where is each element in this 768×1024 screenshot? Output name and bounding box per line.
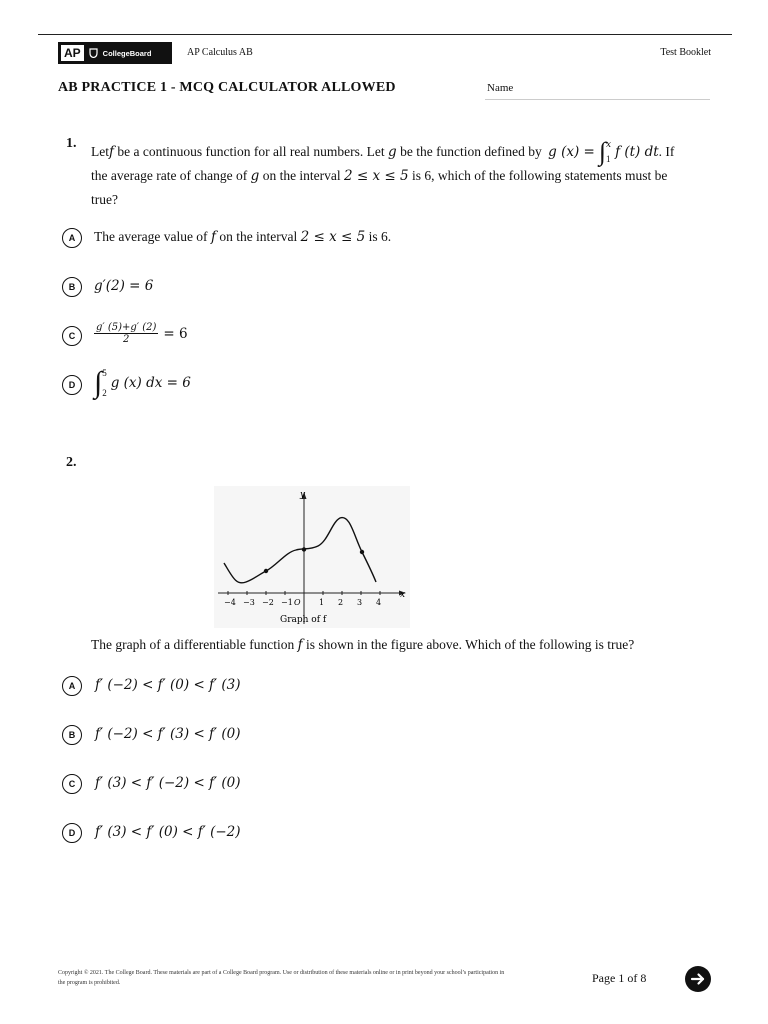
choice-b-bubble[interactable]: B bbox=[62, 277, 82, 297]
page-indicator: Page 1 of 8 bbox=[592, 971, 647, 985]
name-label: Name bbox=[487, 82, 514, 94]
question-1-stem: Let f be a continuous function for all real numbers. Let g be the function defined by g (x) = ∫ x 1 f (t) dt . If the average rate of change of g on the interval 2 ≤ x ≤ 5 is 6, which of the following statements must be true? bbox=[91, 137, 675, 207]
x-tick-label: 1 bbox=[319, 598, 325, 607]
x-tick-label: −4 bbox=[224, 598, 236, 607]
q2-choice-a-text: f′ (−2) < f′ (0) < f′ (3) bbox=[95, 677, 241, 693]
question-1-number: 1. bbox=[66, 136, 77, 151]
choice-a-text: The average value of f on the interval 2 ≤ x ≤ 5 is 6. bbox=[94, 229, 392, 245]
choice-c-text: $\frac{g' (5)+g' (2)}{2}$ = 6 bbox=[96, 322, 188, 345]
q2-choice-d-text: f′ (3) < f′ (0) < f′ (−2) bbox=[95, 824, 241, 840]
x-tick-label: 2 bbox=[338, 598, 344, 607]
arrow-right-icon bbox=[690, 971, 706, 987]
name-field[interactable] bbox=[485, 99, 710, 100]
graph-caption: Graph of f bbox=[280, 615, 327, 625]
x-axis-label: x bbox=[400, 590, 406, 600]
course-name: AP Calculus AB bbox=[187, 47, 253, 58]
q2-choice-b-bubble[interactable]: B bbox=[62, 725, 82, 745]
x-tick-label: 3 bbox=[357, 598, 363, 607]
q2-choice-a-bubble[interactable]: A bbox=[62, 676, 82, 696]
g-definition-lhs: g (x) = bbox=[548, 144, 595, 160]
x-tick-label: O bbox=[294, 598, 301, 607]
choice-a-bubble[interactable]: A bbox=[62, 228, 82, 248]
q2-choice-d-bubble[interactable]: D bbox=[62, 823, 82, 843]
choice-b-text: g′(2) = 6 bbox=[94, 278, 154, 294]
booklet-label: Test Booklet bbox=[660, 47, 711, 58]
choice-d-bubble[interactable]: D bbox=[62, 375, 82, 395]
header-rule bbox=[38, 34, 732, 35]
point-x-minus-2 bbox=[264, 569, 268, 573]
question-2-number: 2. bbox=[66, 455, 77, 470]
x-tick-label: −2 bbox=[262, 598, 274, 607]
copyright-notice: Copyright © 2021. The College Board. These materials are part of a College Board program. Use or distribution of these materials online or in print beyond your school’s participation in the program is prohibited. bbox=[58, 970, 505, 986]
y-axis-label: y bbox=[300, 490, 306, 500]
collegeboard-logo-text: CollegeBoard bbox=[102, 48, 152, 58]
choice-d-text: ∫ 5 2 g (x) dx = 6 bbox=[94, 366, 191, 399]
integral-symbol: ∫ bbox=[94, 366, 103, 399]
x-tick-label: −1 bbox=[281, 598, 293, 607]
x-tick-label: 4 bbox=[376, 598, 382, 607]
choice-c-fraction: $\frac{g' (5)+g' (2)}{2}$ bbox=[96, 322, 157, 345]
g-definition-integral: ∫ x 1 bbox=[598, 137, 612, 166]
ap-logo-text: AP bbox=[61, 45, 84, 61]
point-x-3 bbox=[360, 550, 364, 554]
graph-of-f bbox=[214, 486, 410, 628]
x-tick-label: −3 bbox=[243, 598, 255, 607]
ap-collegeboard-logo bbox=[58, 42, 172, 64]
q2-choice-b-text: f′ (−2) < f′ (3) < f′ (0) bbox=[95, 726, 241, 742]
next-page-button[interactable] bbox=[685, 966, 711, 992]
acorn-icon bbox=[89, 48, 98, 58]
integral-symbol: ∫ bbox=[598, 137, 606, 166]
point-x-0 bbox=[302, 547, 306, 551]
q2-choice-c-bubble[interactable]: C bbox=[62, 774, 82, 794]
choice-c-bubble[interactable]: C bbox=[62, 326, 82, 346]
q2-choice-c-text: f′ (3) < f′ (−2) < f′ (0) bbox=[95, 775, 241, 791]
question-2-stem: The graph of a differentiable function f is shown in the figure above. Which of the following is true? bbox=[91, 637, 635, 653]
page-title: AB PRACTICE 1 - MCQ CALCULATOR ALLOWED bbox=[58, 80, 396, 95]
